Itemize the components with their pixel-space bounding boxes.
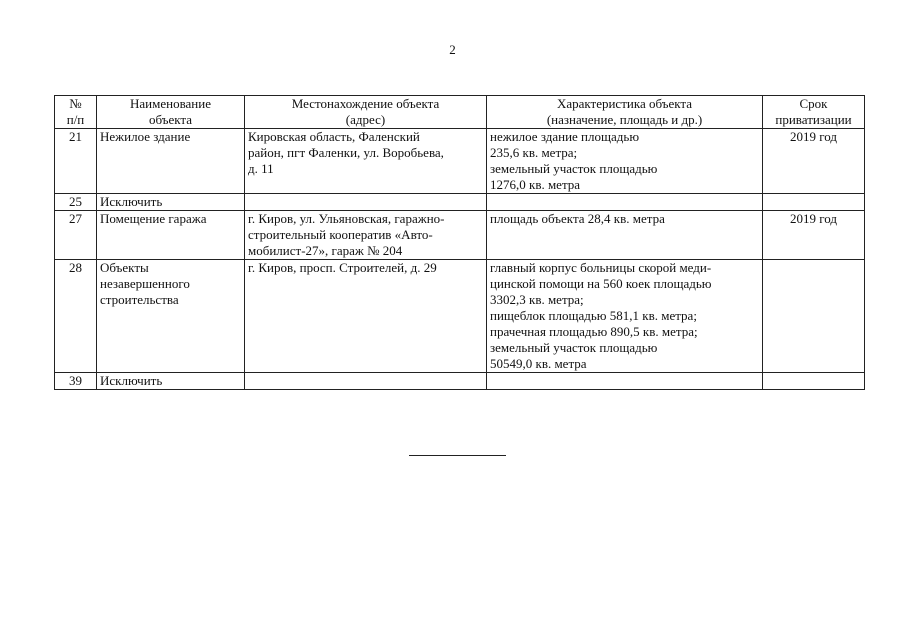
privatization-term [763,260,865,373]
characteristics-line: пищеблок площадью 581,1 кв. метра; [490,308,697,323]
privatization-term [763,373,865,390]
header-line: (назначение, площадь и др.) [546,112,703,127]
characteristics-cell [487,194,763,211]
object-name-cell [97,194,245,211]
object-name: Нежилое здание [100,129,191,144]
address-line: Кировская область, Фаленский [248,129,420,144]
characteristics-line: 50549,0 кв. метра [490,356,587,371]
characteristics-line: земельный участок площадью [490,340,658,355]
table-row [55,194,865,211]
header-name [97,96,245,129]
object-name: незавершенного [100,276,190,291]
address-cell [245,129,487,194]
characteristics-cell [487,373,763,390]
header-line: п/п [66,112,85,127]
object-name: Помещение гаража [100,211,207,226]
object-name: Исключить [100,194,163,209]
address-line: район, пгт Фаленки, ул. Воробьева, [248,145,444,160]
address-cell [245,260,487,373]
characteristics-line: главный корпус больницы скорой меди- [490,260,712,275]
address-line: д. 11 [248,161,274,176]
characteristics-cell [487,260,763,373]
object-name: Объекты [100,260,149,275]
table-header-row [55,96,865,129]
address-line: мобилист-27», гараж № 204 [248,243,403,258]
header-line: объекта [148,112,193,127]
characteristics-line: земельный участок площадью [490,161,658,176]
header-line: Наименование [130,96,211,111]
row-number: 25 [55,194,97,211]
privatization-table [54,95,865,390]
header-line: Характеристика объекта [556,96,693,111]
privatization-term: 2019 год [763,129,865,194]
header-characteristics [487,96,763,129]
characteristics-line: цинской помощи на 560 коек площадью [490,276,712,291]
characteristics-line: 3302,3 кв. метра; [490,292,584,307]
header-line: Срок [799,96,828,111]
header-line: № [69,96,82,111]
header-line: приватизации [775,112,852,127]
header-number [55,96,97,129]
header-line: Местонахождение объекта [291,96,440,111]
privatization-term [763,194,865,211]
address-cell [245,373,487,390]
page-number: 2 [449,42,456,57]
table-row [55,373,865,390]
header-line: (адрес) [345,112,386,127]
object-name-cell [97,211,245,260]
address-cell [245,194,487,211]
privatization-term: 2019 год [763,211,865,260]
address-line: г. Киров, ул. Ульяновская, гаражно- [248,211,445,226]
characteristics-cell [487,211,763,260]
address-line: строительный кооператив «Авто- [248,227,433,242]
object-name-cell [97,260,245,373]
table-row [55,129,865,194]
object-name-cell [97,373,245,390]
table-row [55,211,865,260]
row-number: 39 [55,373,97,390]
characteristics-line: 235,6 кв. метра; [490,145,578,160]
characteristics-line: прачечная площадью 890,5 кв. метра; [490,324,698,339]
header-address [245,96,487,129]
characteristics-line: 1276,0 кв. метра [490,177,581,192]
object-name-cell [97,129,245,194]
address-cell [245,211,487,260]
object-name: строительства [100,292,179,307]
characteristics-line: нежилое здание площадью [490,129,640,144]
characteristics-cell [487,129,763,194]
table-row [55,260,865,373]
row-number: 28 [55,260,97,373]
end-separator-line [409,455,506,456]
address-line: г. Киров, просп. Строителей, д. 29 [248,260,437,275]
header-term [763,96,865,129]
row-number: 27 [55,211,97,260]
row-number: 21 [55,129,97,194]
characteristics-line: площадь объекта 28,4 кв. метра [490,211,665,226]
object-name: Исключить [100,373,163,388]
